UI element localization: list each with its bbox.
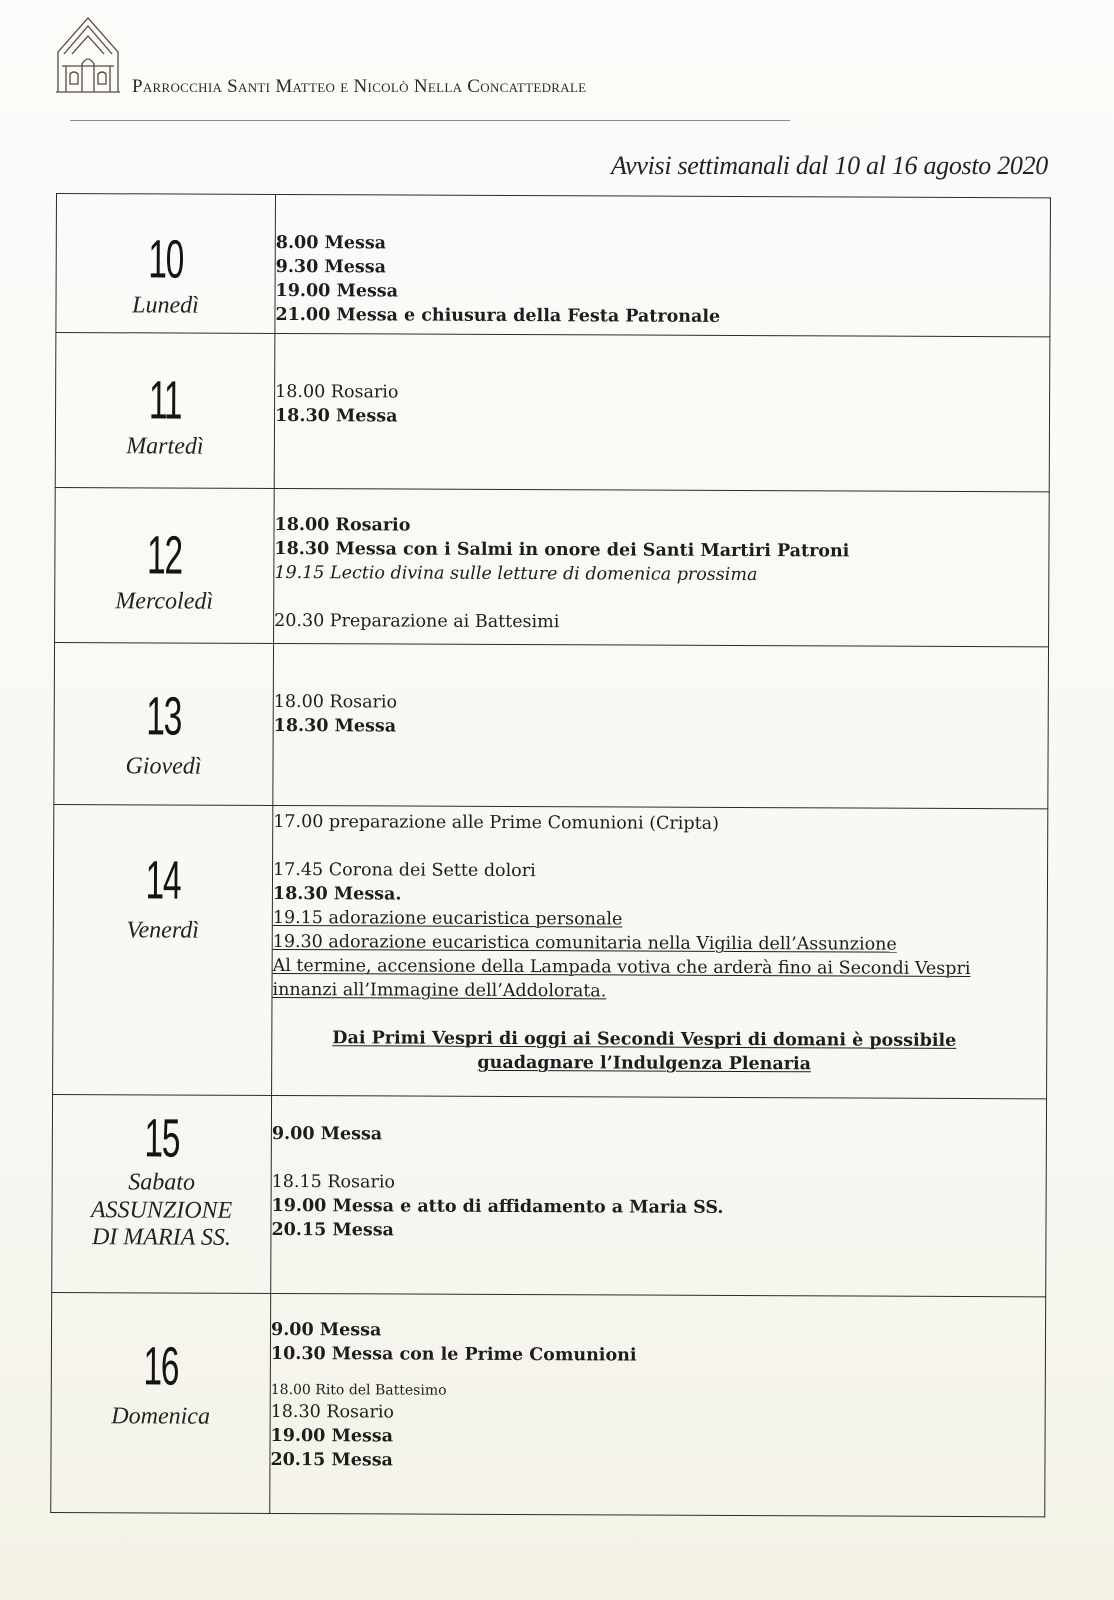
event-line: 19.30 adorazione eucaristica comunitaria nella Vigilia dell’Assunzione — [272, 931, 897, 955]
events-cell — [272, 805, 1048, 1098]
feast-name: DI MARIA SS. — [91, 1224, 231, 1251]
event-line: 18.30 Messa. — [272, 883, 402, 905]
day-name: Lunedì — [132, 292, 199, 319]
day-cell — [53, 804, 273, 1095]
event-line: 20.15 Messa — [270, 1449, 393, 1471]
day-cell — [55, 333, 275, 489]
event-line: 18.00 Rosario — [273, 691, 398, 713]
day-number: 12 — [146, 525, 182, 586]
indulgence-notice: guadagnare l’Indulgenza Plenaria — [477, 1052, 812, 1075]
event-line: 18.15 Rosario — [271, 1171, 396, 1193]
event-line: 19.00 Messa — [270, 1425, 394, 1447]
schedule-row — [51, 1292, 1046, 1516]
day-number: 10 — [148, 229, 184, 290]
indulgence-notice: Dai Primi Vespri di oggi ai Secondi Vespri di domani è possibile — [332, 1028, 957, 1051]
event-line: 18.00 Rosario — [274, 514, 411, 536]
day-name: Giovedì — [125, 753, 202, 780]
page-subtitle: Avvisi settimanali dal 10 al 16 agosto 2020 — [610, 151, 1048, 180]
events-cell — [275, 194, 1051, 336]
event-line: 8.00 Messa — [275, 232, 387, 254]
events-cell — [274, 488, 1050, 646]
event-line: 10.30 Messa con le Prime Comunioni — [270, 1343, 637, 1366]
weekly-schedule-table — [50, 193, 1051, 1517]
event-line: 9.00 Messa — [271, 1123, 383, 1145]
event-line: 20.15 Messa — [271, 1219, 394, 1241]
day-name: Venerdì — [126, 917, 200, 944]
event-line: 19.00 Messa — [275, 280, 399, 302]
day-cell — [52, 1094, 272, 1293]
day-name: Martedì — [126, 433, 204, 460]
events-cell — [271, 1095, 1047, 1296]
event-line: 18.30 Rosario — [270, 1401, 395, 1423]
event-line: Al termine, accensione della Lampada votiva che arderà fino ai Secondi Vespri — [272, 955, 971, 979]
event-line: 19.15 Lectio divina sulle letture di domenica prossima — [274, 562, 758, 586]
day-cell — [51, 1292, 271, 1513]
church-logo-icon — [52, 14, 124, 98]
event-line: 19.15 adorazione eucaristica personale — [272, 907, 623, 930]
event-line: 19.00 Messa e atto di affidamento a Maria SS. — [271, 1195, 724, 1218]
schedule-row — [55, 333, 1050, 492]
schedule-row — [54, 642, 1049, 808]
event-line: innanzi all’Immagine dell’Addolorata. — [272, 979, 607, 1002]
day-number: 16 — [143, 1336, 179, 1397]
day-number: 11 — [148, 370, 182, 431]
event-line: 18.30 Messa con i Salmi in onore dei Santi Martiri Patroni — [274, 538, 850, 562]
day-number: 14 — [145, 850, 181, 911]
schedule-row — [56, 194, 1051, 337]
schedule-row — [52, 1094, 1047, 1296]
day-name: Domenica — [111, 1403, 211, 1430]
events-cell — [270, 1293, 1046, 1516]
event-line: 17.00 preparazione alle Prime Comunioni (Cripta) — [273, 811, 719, 834]
event-line: 9.30 Messa — [275, 256, 386, 278]
event-line: 9.00 Messa — [270, 1319, 382, 1341]
event-line: 18.30 Messa — [273, 715, 397, 737]
event-line: 17.45 Corona dei Sette dolori — [273, 859, 536, 882]
event-line: 20.30 Preparazione ai Battesimi — [274, 610, 560, 633]
events-cell — [273, 643, 1049, 808]
parish-name: Parrocchia Santi Matteo e Nicolò Nella Concattedrale — [132, 76, 587, 97]
event-line: 18.30 Messa — [274, 405, 398, 427]
events-cell — [274, 333, 1050, 491]
schedule-row — [55, 487, 1050, 646]
day-name: Mercoledì — [115, 588, 214, 615]
event-line: 21.00 Messa e chiusura della Festa Patronale — [275, 304, 721, 327]
feast-name: ASSUNZIONE — [90, 1196, 233, 1224]
day-name: Sabato — [128, 1169, 196, 1196]
event-line: 18.00 Rosario — [275, 381, 399, 403]
day-number: 13 — [146, 686, 182, 747]
day-cell — [56, 194, 276, 334]
schedule-row — [53, 804, 1048, 1098]
day-cell — [54, 642, 274, 805]
day-cell — [55, 487, 275, 643]
header-divider — [70, 120, 790, 121]
day-number: 15 — [144, 1108, 180, 1169]
event-line: 18.00 Rito del Battesimo — [270, 1381, 447, 1399]
